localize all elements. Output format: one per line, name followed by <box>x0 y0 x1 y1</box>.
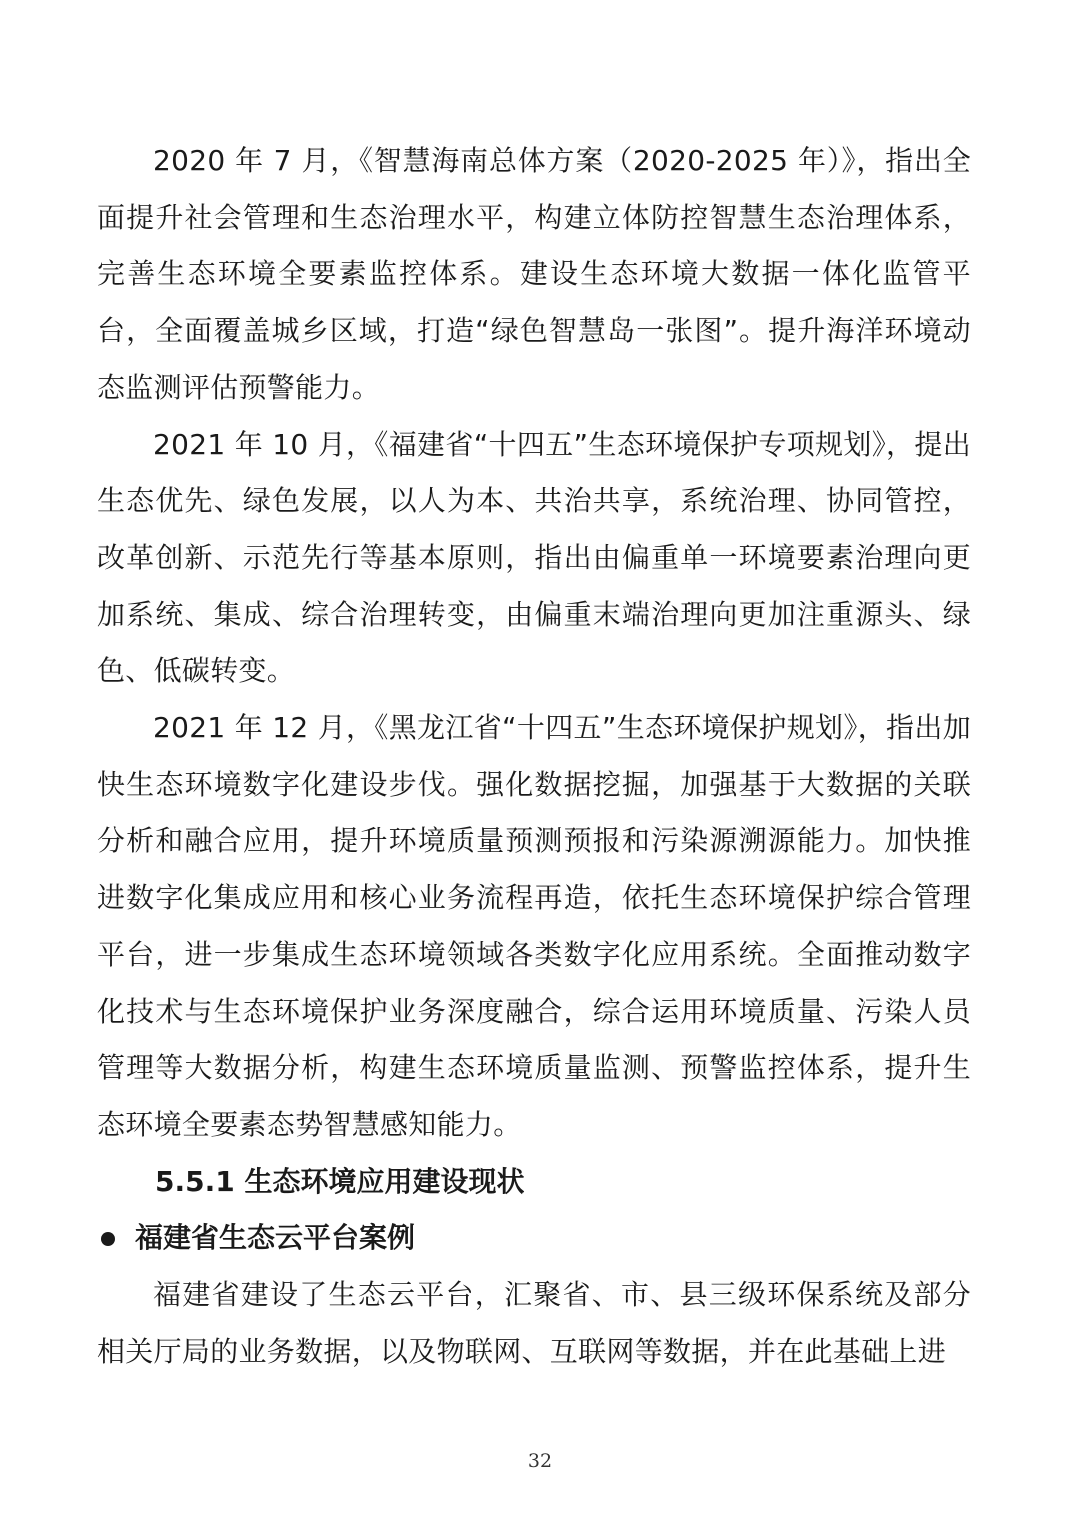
paragraph-fujian-eco-cloud: 福建省建设了生态云平台，汇聚省、市、县三级环保系统及部分相关厅局的业务数据，以及物联网、互联网等数据，并在此基础上进 <box>97 1278 971 1368</box>
bullet-heading-text: 福建省生态云平台案例 <box>135 1221 416 1255</box>
paragraph-hainan-plan: 2020 年 7 月，《智慧海南总体方案（2020-2025 年）》，指出全面提升社会管理和生态治理水平，构建立体防控智慧生态治理体系，完善生态环境全要素监控体系。建设生态环境大数据一体化监管平台，全面覆盖城乡区域，打造“绿色智慧岛一张图”。提升海洋环境动态监测评估预警能力。 <box>97 144 971 404</box>
paragraph-heilongjiang-plan: 2021 年 12 月，《黑龙江省“十四五”生态环境保护规划》，指出加快生态环境数字化建设步伐。强化数据挖掘，加强基于大数据的关联分析和融合应用，提升环境质量预测预报和污染源溯源能力。加快推进数字化集成应用和核心业务流程再造，依托生态环境保护综合管理平台，进一步集成生态环境领域各类数字化应用系统。全面推动数字化技术与生态环境保护业务深度融合，综合运用环境质量、污染人员管理等大数据分析，构建生态环境质量监测、预警监控体系，提升生态环境全要素态势智慧感知能力。 <box>97 711 971 1141</box>
document-body <box>97 133 971 1380</box>
section-heading: 5.5.1 生态环境应用建设现状 <box>155 1164 525 1198</box>
bullet-heading <box>97 1210 971 1267</box>
paragraph-fujian-plan: 2021 年 10 月，《福建省“十四五”生态环境保护专项规划》，提出生态优先、绿色发展，以人为本、共治共享，系统治理、协同管控，改革创新、示范先行等基本原则，指出由偏重单一环境要素治理向更加系统、集成、综合治理转变，由偏重末端治理向更加注重源头、绿色、低碳转变。 <box>97 427 971 688</box>
page-number: 32 <box>527 1450 553 1472</box>
bullet-dot-icon <box>101 1232 115 1246</box>
